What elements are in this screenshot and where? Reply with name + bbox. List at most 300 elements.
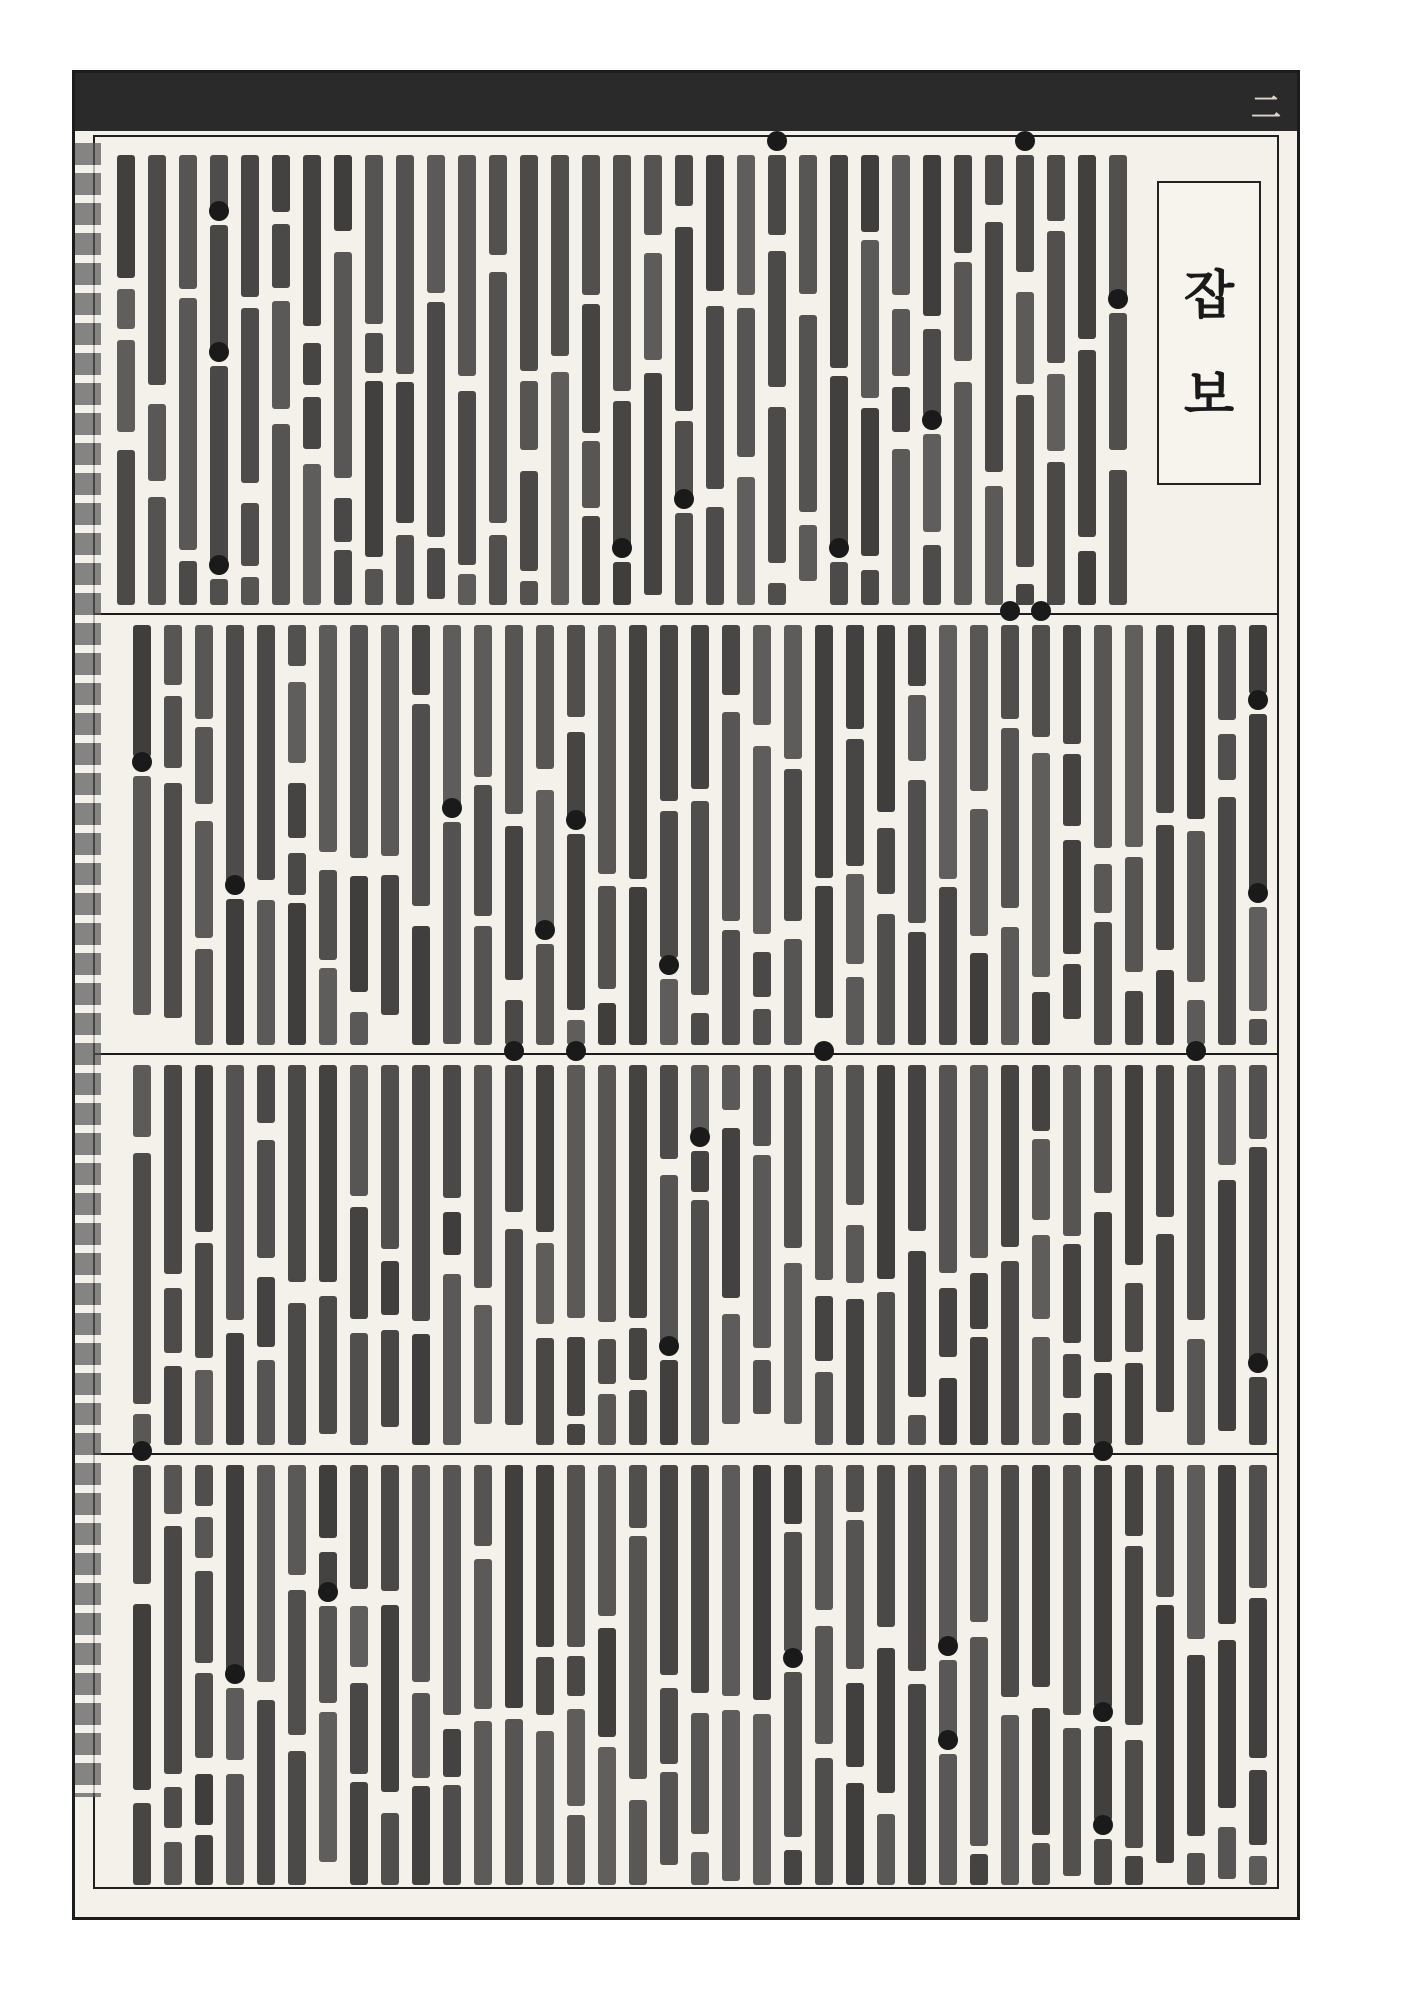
text-line — [1125, 991, 1143, 1045]
text-line — [257, 1700, 275, 1885]
text-line — [396, 155, 414, 374]
text-line — [1016, 584, 1034, 605]
text-line — [939, 1288, 957, 1357]
text-line — [939, 887, 957, 1045]
page-header — [75, 73, 1297, 131]
text-line — [319, 1065, 337, 1282]
text-line — [1187, 1000, 1205, 1045]
text-line — [412, 1065, 430, 1321]
text-line — [939, 1065, 957, 1273]
text-line — [985, 155, 1003, 205]
text-line — [195, 949, 213, 1045]
text-line — [1078, 350, 1096, 537]
text-line — [846, 1225, 864, 1283]
bullet-marker — [1093, 1702, 1113, 1722]
text-line — [1249, 1770, 1267, 1845]
text-line — [892, 387, 910, 432]
bullet-marker — [1248, 883, 1268, 903]
text-line — [257, 1140, 275, 1258]
text-line — [954, 382, 972, 605]
text-line — [412, 704, 430, 906]
text-line — [505, 1719, 523, 1885]
text-line — [1001, 1065, 1019, 1247]
text-line — [908, 695, 926, 761]
text-line — [691, 1465, 709, 1693]
text-line — [1187, 831, 1205, 982]
bullet-marker — [209, 201, 229, 221]
text-line — [784, 1263, 802, 1424]
bullet-marker — [938, 1636, 958, 1656]
text-line — [412, 926, 430, 1045]
text-line — [613, 562, 631, 605]
text-line — [877, 1465, 895, 1627]
text-line — [319, 968, 337, 1045]
text-line — [784, 1850, 802, 1885]
text-line — [365, 155, 383, 324]
text-line — [272, 301, 290, 409]
text-line — [629, 1800, 647, 1885]
text-line — [319, 1606, 337, 1703]
text-line — [1032, 1843, 1050, 1885]
text-line — [1218, 1827, 1236, 1879]
text-line — [505, 1000, 523, 1045]
text-line — [226, 899, 244, 1045]
text-line — [133, 1604, 151, 1790]
text-line — [520, 381, 538, 450]
text-line — [1249, 1465, 1267, 1588]
text-line — [629, 625, 647, 879]
text-line — [1063, 1465, 1081, 1715]
text-line — [334, 252, 352, 478]
text-line — [1032, 1139, 1050, 1220]
text-line — [1063, 754, 1081, 826]
text-line — [784, 625, 802, 759]
text-line — [1125, 857, 1143, 972]
text-line — [908, 780, 926, 923]
row-divider — [93, 613, 1279, 615]
bullet-marker — [659, 1336, 679, 1356]
text-line — [722, 1465, 740, 1696]
text-line — [536, 1731, 554, 1885]
text-line — [505, 1065, 523, 1212]
text-line — [133, 625, 151, 757]
text-line — [939, 1754, 957, 1885]
text-line — [582, 304, 600, 433]
text-line — [567, 1709, 585, 1806]
text-line — [257, 625, 275, 880]
text-line — [629, 1390, 647, 1445]
text-line — [768, 155, 786, 235]
text-line — [412, 1334, 430, 1445]
text-line — [737, 155, 755, 295]
text-line — [164, 1787, 182, 1828]
text-line — [1125, 1546, 1143, 1725]
text-line — [1218, 797, 1236, 1045]
text-line — [1001, 1261, 1019, 1445]
text-line — [1078, 551, 1096, 605]
text-line — [753, 1360, 771, 1414]
text-line — [784, 939, 802, 1045]
text-line — [722, 625, 740, 695]
text-line — [753, 1009, 771, 1045]
text-line — [923, 434, 941, 532]
text-line — [660, 811, 678, 958]
text-line — [846, 977, 864, 1045]
text-line — [1094, 864, 1112, 913]
text-line — [660, 1065, 678, 1159]
text-line — [598, 1465, 616, 1616]
text-line — [226, 1065, 244, 1320]
text-line — [1094, 1212, 1112, 1362]
text-line — [970, 1637, 988, 1846]
text-line — [350, 1207, 368, 1319]
text-line — [1047, 155, 1065, 221]
text-line — [226, 625, 244, 883]
text-line — [117, 155, 135, 278]
text-line — [660, 1772, 678, 1865]
text-line — [257, 1465, 275, 1682]
text-line — [1032, 1465, 1050, 1687]
text-line — [799, 525, 817, 581]
text-line — [319, 870, 337, 960]
text-line — [1156, 1065, 1174, 1217]
text-line — [908, 625, 926, 686]
text-line — [288, 625, 306, 666]
text-line — [365, 381, 383, 557]
text-line — [970, 1065, 988, 1258]
text-line — [985, 222, 1003, 472]
text-line — [288, 1751, 306, 1885]
text-line — [520, 155, 538, 371]
text-line — [1063, 1728, 1081, 1876]
text-line — [706, 155, 724, 291]
bullet-marker — [132, 1441, 152, 1461]
text-line — [598, 886, 616, 989]
text-line — [1249, 1019, 1267, 1045]
text-line — [133, 1803, 151, 1885]
text-line — [164, 696, 182, 768]
text-line — [520, 581, 538, 605]
text-line — [691, 1151, 709, 1192]
text-line — [1156, 625, 1174, 813]
text-line — [1016, 155, 1034, 272]
bullet-marker — [1000, 601, 1020, 621]
text-line — [1249, 1065, 1267, 1139]
text-line — [970, 1337, 988, 1445]
text-line — [195, 1774, 213, 1825]
text-line — [846, 874, 864, 964]
text-line — [1001, 927, 1019, 1045]
text-line — [846, 1783, 864, 1885]
text-line — [846, 739, 864, 866]
text-line — [443, 822, 461, 1044]
bullet-marker — [814, 1041, 834, 1061]
text-line — [722, 1065, 740, 1110]
text-line — [970, 1854, 988, 1885]
text-line — [877, 1648, 895, 1793]
text-line — [474, 926, 492, 1045]
text-line — [753, 1714, 771, 1885]
text-line — [1094, 1726, 1112, 1821]
bullet-marker — [209, 555, 229, 575]
text-line — [458, 155, 476, 376]
text-line — [1125, 1065, 1143, 1265]
bullet-marker — [690, 1127, 710, 1147]
text-line — [210, 366, 228, 565]
text-line — [691, 1013, 709, 1045]
text-line — [908, 1684, 926, 1885]
text-line — [319, 1712, 337, 1862]
text-line — [923, 329, 941, 416]
text-line — [660, 625, 678, 801]
text-line — [846, 1465, 864, 1512]
text-line — [226, 1688, 244, 1760]
text-line — [319, 1465, 337, 1538]
text-line — [691, 1852, 709, 1885]
text-line — [179, 155, 197, 289]
text-line — [381, 1605, 399, 1792]
text-line — [350, 1683, 368, 1774]
text-line — [350, 1065, 368, 1196]
text-line — [1032, 625, 1050, 737]
text-line — [489, 535, 507, 605]
text-line — [582, 441, 600, 508]
text-line — [784, 769, 802, 921]
text-line — [474, 1305, 492, 1424]
text-line — [1218, 625, 1236, 720]
text-line — [1094, 1839, 1112, 1885]
text-line — [815, 886, 833, 1018]
text-line — [350, 1333, 368, 1445]
text-line — [691, 801, 709, 995]
text-line — [1249, 1147, 1267, 1367]
text-line — [412, 1465, 430, 1682]
text-line — [660, 1175, 678, 1348]
text-line — [598, 1747, 616, 1885]
text-line — [226, 1774, 244, 1885]
text-line — [784, 1465, 802, 1524]
text-line — [629, 1328, 647, 1380]
bullet-marker — [1108, 289, 1128, 309]
text-line — [350, 876, 368, 992]
text-line — [319, 625, 337, 852]
text-line — [381, 1065, 399, 1249]
text-line — [241, 503, 259, 566]
text-line — [892, 309, 910, 376]
text-line — [675, 513, 693, 605]
bullet-marker — [1248, 690, 1268, 710]
text-line — [846, 1299, 864, 1445]
text-line — [877, 828, 895, 894]
text-line — [970, 625, 988, 791]
text-line — [737, 308, 755, 457]
text-line — [675, 155, 693, 206]
text-line — [365, 333, 383, 373]
text-line — [350, 1782, 368, 1885]
text-line — [675, 227, 693, 411]
text-line — [567, 834, 585, 1010]
text-line — [644, 155, 662, 235]
text-line — [598, 1628, 616, 1737]
text-line — [737, 477, 755, 605]
bullet-marker — [1093, 1441, 1113, 1461]
text-line — [536, 1465, 554, 1647]
text-line — [815, 1465, 833, 1610]
text-line — [660, 1360, 678, 1445]
bullet-marker — [674, 489, 694, 509]
text-line — [567, 1065, 585, 1318]
bullet-marker — [209, 342, 229, 362]
text-line — [427, 155, 445, 293]
text-line — [660, 979, 678, 1045]
text-line — [412, 625, 430, 695]
text-line — [1047, 462, 1065, 605]
bullet-marker — [659, 955, 679, 975]
text-line — [598, 1339, 616, 1384]
bullet-marker — [504, 1041, 524, 1061]
text-line — [1187, 625, 1205, 819]
text-line — [1218, 1465, 1236, 1624]
text-line — [644, 253, 662, 360]
text-line — [629, 1465, 647, 1528]
text-line — [815, 1296, 833, 1361]
bullet-marker — [225, 1664, 245, 1684]
text-line — [846, 1683, 864, 1767]
text-line — [474, 625, 492, 777]
bullet-marker — [767, 131, 787, 151]
text-line — [815, 1758, 833, 1885]
text-line — [241, 155, 259, 297]
text-line — [877, 625, 895, 812]
text-line — [892, 449, 910, 605]
text-line — [1125, 625, 1143, 847]
text-line — [396, 382, 414, 523]
text-line — [551, 372, 569, 605]
text-line — [443, 1274, 461, 1445]
text-line — [164, 625, 182, 685]
text-line — [195, 1571, 213, 1663]
text-line — [474, 1065, 492, 1288]
text-line — [815, 625, 833, 878]
text-line — [939, 1465, 957, 1650]
text-line — [303, 397, 321, 449]
text-line — [846, 1065, 864, 1205]
text-line — [1063, 1354, 1081, 1398]
text-line — [288, 682, 306, 763]
text-line — [179, 298, 197, 550]
text-line — [443, 625, 461, 806]
text-line — [334, 155, 352, 231]
text-line — [722, 712, 740, 921]
text-line — [210, 225, 228, 352]
text-line — [753, 1465, 771, 1700]
text-line — [505, 826, 523, 980]
text-line — [117, 289, 135, 329]
text-line — [133, 1065, 151, 1137]
text-line — [691, 1200, 709, 1445]
text-line — [1016, 292, 1034, 384]
text-line — [877, 914, 895, 1045]
text-line — [195, 1673, 213, 1758]
bullet-marker — [938, 1730, 958, 1750]
section-title-box — [1157, 181, 1261, 485]
text-line — [1063, 625, 1081, 744]
text-line — [1249, 1598, 1267, 1758]
text-line — [551, 155, 569, 356]
text-line — [753, 625, 771, 725]
text-line — [1156, 1605, 1174, 1863]
text-line — [939, 625, 957, 879]
text-line — [164, 1288, 182, 1353]
bullet-marker — [829, 538, 849, 558]
text-line — [443, 1212, 461, 1255]
text-line — [830, 376, 848, 553]
text-line — [613, 401, 631, 547]
text-line — [846, 1520, 864, 1669]
text-line — [892, 155, 910, 295]
text-line — [381, 625, 399, 856]
text-line — [288, 783, 306, 838]
text-line — [381, 1465, 399, 1591]
bullet-marker — [1031, 601, 1051, 621]
text-line — [598, 1394, 616, 1445]
text-line — [288, 1065, 306, 1282]
text-line — [598, 625, 616, 874]
text-line — [334, 550, 352, 605]
text-line — [908, 1465, 926, 1671]
text-line — [1094, 1373, 1112, 1445]
text-line — [288, 903, 306, 1045]
text-line — [861, 408, 879, 556]
text-line — [350, 625, 368, 858]
text-line — [1156, 825, 1174, 950]
text-line — [1032, 1337, 1050, 1445]
text-line — [706, 306, 724, 489]
text-line — [567, 1656, 585, 1696]
text-line — [768, 251, 786, 387]
text-line — [784, 1065, 802, 1248]
text-line — [474, 785, 492, 916]
margin-notes — [75, 143, 101, 1797]
text-line — [660, 1465, 678, 1675]
text-line — [226, 1465, 244, 1673]
text-line — [489, 155, 507, 255]
text-line — [1047, 231, 1065, 363]
text-line — [939, 1660, 957, 1740]
text-line — [427, 548, 445, 599]
text-line — [133, 1465, 151, 1584]
text-line — [908, 1251, 926, 1397]
text-line — [1016, 395, 1034, 567]
text-line — [1063, 1413, 1081, 1445]
text-line — [1078, 155, 1096, 339]
text-line — [505, 625, 523, 814]
text-line — [660, 1688, 678, 1764]
text-line — [846, 625, 864, 729]
text-line — [877, 1065, 895, 1279]
text-line — [768, 407, 786, 563]
text-line — [133, 776, 151, 1015]
text-line — [505, 1229, 523, 1425]
bullet-marker — [612, 538, 632, 558]
text-line — [443, 1785, 461, 1885]
newspaper-page — [72, 70, 1300, 1920]
text-line — [288, 1590, 306, 1735]
text-line — [474, 1465, 492, 1546]
text-line — [319, 1296, 337, 1434]
text-line — [396, 535, 414, 605]
text-line — [1249, 1377, 1267, 1445]
